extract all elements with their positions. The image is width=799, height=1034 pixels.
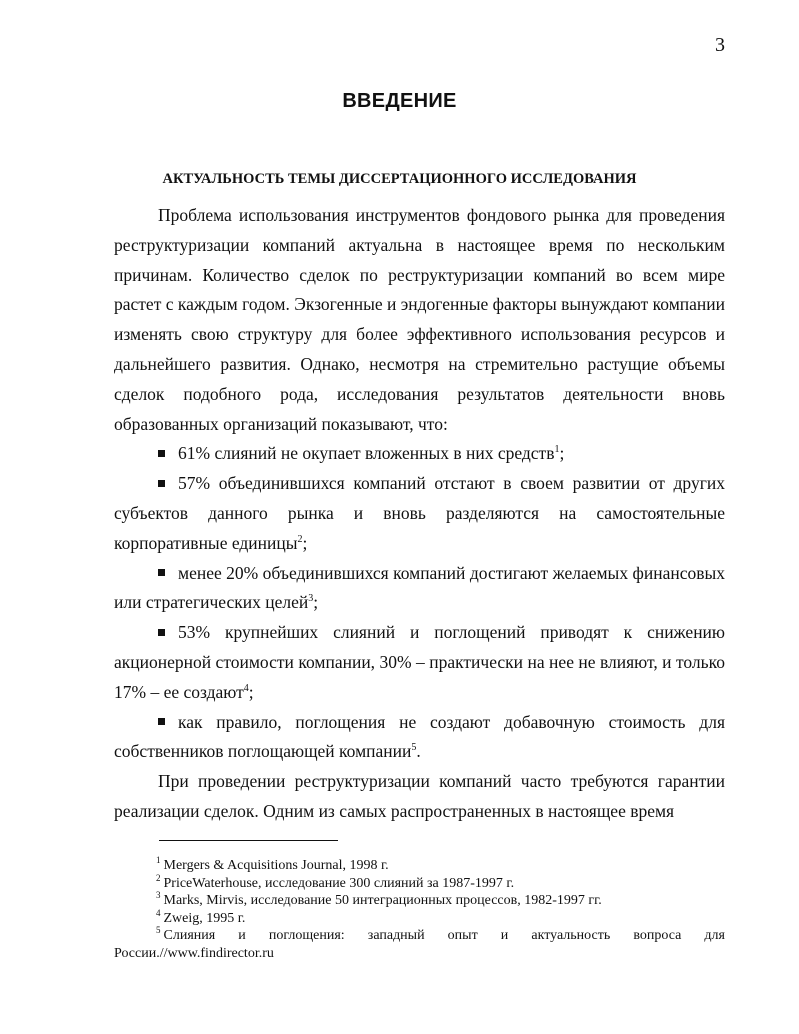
footnote-ref: 1 <box>554 444 560 456</box>
bullet-item: 61% слияний не окупает вложенных в них средств$^1$; <box>114 439 725 469</box>
footnote-number: 2 <box>156 872 161 883</box>
bullet-square-icon <box>158 480 165 487</box>
footnote-number: 3 <box>156 890 161 901</box>
footnote-ref: 5 <box>411 742 417 754</box>
footnote-text: PriceWaterhouse, исследование 300 слияний за 1987-1997 г. <box>163 875 515 891</box>
footnote <box>114 907 725 928</box>
bullet-item: 57% объединившихся компаний отстают в своем развитии от других субъектов данного рынка и вновь разделяются на самостоятельные корпоративные единицы$^2$; <box>114 473 725 553</box>
bullet-item: менее 20% объединившихся компаний достигают желаемых финансовых или стратегических целей$^3$; <box>114 562 725 613</box>
bullet-square-icon <box>158 450 165 457</box>
footnote-text: Zweig, 1995 г. <box>163 910 246 926</box>
bullet-text: 57% объединившихся компаний отстают в своем развитии от других субъектов данного рынка и вновь разделяются на самостоятельные корпоративные единицы <box>114 473 725 553</box>
bullet-item: как правило, поглощения не создают добавочную стоимость для собственников поглощающей компании$^5$. <box>114 711 725 762</box>
footnote-text: Marks, Mirvis, исследование 50 интеграционных процессов, 1982-1997 гг. <box>163 893 602 908</box>
footnote-ref: 2 <box>297 533 303 545</box>
bullet-text: 61% слияний не окупает вложенных в них средств <box>178 443 555 464</box>
bullet-square-icon <box>158 629 165 636</box>
footnotes <box>114 857 725 962</box>
bullet-item: 53% крупнейших слияний и поглощений приводят к снижению акционерной стоимости компании, 30% – практически на нее не влияют, и только 17% – ее создают$^4$; <box>114 622 725 702</box>
bullet-text: как правило, поглощения не создают добавочную стоимость для собственников поглощающей компании <box>114 711 725 762</box>
bullet-square-icon <box>158 569 165 576</box>
intro-paragraph: Проблема использования инструментов фондового рынка для проведения реструктуризации компаний актуальна в настоящее время по нескольким причинам. Количество сделок по реструктуризации компаний во всем мире растет с каждым годом. Экзогенные и эндогенные факторы вынуждают компании изменять свою структуру для более эффективного использования ресурсов и дальнейшего развития. Однако, несмотря на стремительно растущие объемы сделок подобного рода, исследования результатов деятельности вновь образованных организаций показывают, что: <box>114 205 725 434</box>
footnote-separator <box>159 840 338 841</box>
bullet-square-icon <box>158 718 165 725</box>
footnote-number: 5 <box>156 925 161 936</box>
footnote-ref: 4 <box>243 682 249 694</box>
section-subtitle: АКТУАЛЬНОСТЬ ТЕМЫ ДИССЕРТАЦИОННОГО ИССЛЕДОВАНИЯ <box>162 171 637 187</box>
bullet-text: 53% крупнейших слияний и поглощений приводят к снижению акционерной стоимости компании, 30% – практически на нее не влияют, и только 17% – ее создают <box>114 622 725 702</box>
footnote-number: 1 <box>156 855 161 866</box>
footnote-ref: 3 <box>308 593 314 605</box>
footnote <box>114 892 725 910</box>
page-number: 3 <box>715 34 725 56</box>
footnote-continuation: России.//www.findirector.ru <box>114 945 274 961</box>
bullet-text: менее 20% объединившихся компаний достигают желаемых финансовых или стратегических целей <box>114 562 725 613</box>
page-title: ВВЕДЕНИЕ <box>342 90 457 112</box>
footnote <box>114 872 725 893</box>
closing-paragraph: При проведении реструктуризации компаний часто требуются гарантии реализации сделок. Одним из самых распространенных в настоящее время <box>114 771 725 821</box>
footnote <box>114 857 725 875</box>
footnote-number: 4 <box>156 907 161 918</box>
footnote-text: Mergers & Acquisitions Journal, 1998 г. <box>163 858 389 873</box>
body-text <box>114 201 725 827</box>
footnote: $^5$ Слияния и поглощения: западный опыт и актуальность вопроса для <box>156 925 725 943</box>
